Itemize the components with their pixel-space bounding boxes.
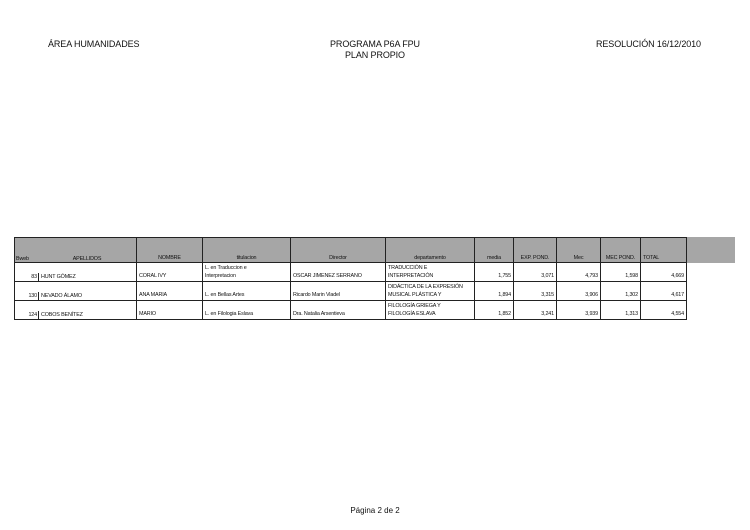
table-row [15, 282, 687, 301]
cell-bweb-apellidos [15, 282, 137, 301]
titulacion-line-2: Interpretacion [205, 273, 236, 279]
cell-director: Ricardo Marin Viadel [291, 282, 386, 301]
col-mec-pond: MEC POND. [601, 238, 641, 263]
cell-bweb: 130 [15, 292, 39, 300]
cell-total: 4,554 [641, 301, 687, 320]
col-media: media [475, 238, 514, 263]
cell-total: 4,617 [641, 282, 687, 301]
col-exp-pond: EXP. POND. [514, 238, 557, 263]
cell-mec-pond: 1,598 [601, 263, 641, 282]
titulacion-line-2: L. en Bellas Artes [205, 292, 245, 298]
cell-exp-pond: 3,315 [514, 282, 557, 301]
departamento-line-2: MUSICAL PLÁSTICA Y [388, 292, 442, 298]
col-departamento: departamento [386, 238, 475, 263]
col-director: Director [291, 238, 386, 263]
cell-apellidos: HUNT GÓMEZ [41, 274, 76, 280]
departamento-line-1: DIDÁCTICA DE LA EXPRESIÓN [388, 284, 463, 290]
cell-director: Dra. Natalia Arsentieva [291, 301, 386, 320]
cell-exp-pond: 3,241 [514, 301, 557, 320]
program-line-2: PLAN PROPIO [345, 50, 405, 60]
departamento-line-2: INTERPRETACIÓN [388, 273, 434, 279]
cell-titulacion [203, 282, 291, 301]
cell-bweb-apellidos [15, 301, 137, 320]
cell-media: 1,894 [475, 282, 514, 301]
col-nombre: NOMBRE [137, 238, 203, 263]
cell-departamento [386, 282, 475, 301]
departamento-line-2: FILOLOGÍA ESLAVA [388, 311, 436, 317]
area-title: ÁREA HUMANIDADES [48, 39, 140, 49]
col-titulacion: titulacion [203, 238, 291, 263]
departamento-line-1: FILOLOGÍA GRIEGA Y [388, 303, 441, 309]
cell-nombre: ANA MARIA [137, 282, 203, 301]
cell-mec: 3,939 [557, 301, 601, 320]
results-table [14, 237, 687, 320]
program-line-1: PROGRAMA P6A FPU [330, 39, 420, 49]
col-apellidos: APELLIDOS [72, 256, 102, 262]
table-row [15, 263, 687, 282]
cell-mec-pond: 1,313 [601, 301, 641, 320]
table-header-row [15, 238, 687, 263]
cell-media: 1,852 [475, 301, 514, 320]
cell-titulacion [203, 301, 291, 320]
cell-bweb: 83 [15, 273, 39, 281]
table-row [15, 301, 687, 320]
cell-departamento [386, 301, 475, 320]
cell-exp-pond: 3,071 [514, 263, 557, 282]
cell-apellidos: NEVADO ÁLAMO [41, 293, 82, 299]
cell-nombre: CORAL IVY [137, 263, 203, 282]
cell-apellidos: COBOS BENÍTEZ [41, 312, 83, 318]
cell-total: 4,669 [641, 263, 687, 282]
cell-director: OSCAR JIMENEZ SERRANO [291, 263, 386, 282]
col-bweb-apellidos [15, 238, 137, 263]
cell-mec-pond: 1,302 [601, 282, 641, 301]
cell-media: 1,755 [475, 263, 514, 282]
cell-bweb-apellidos [15, 263, 137, 282]
header-extra-shade [686, 237, 735, 263]
col-bweb: Bweb [16, 256, 29, 262]
titulacion-line-1: L. en Traduccion e [205, 265, 247, 271]
resolution-date: RESOLUCIÓN 16/12/2010 [596, 39, 701, 49]
cell-mec: 4,793 [557, 263, 601, 282]
cell-mec: 3,906 [557, 282, 601, 301]
departamento-line-1: TRADUCCIÓN E [388, 265, 428, 271]
titulacion-line-2: L. en Filologia Eslava [205, 311, 253, 317]
cell-departamento [386, 263, 475, 282]
page-number: Página 2 de 2 [350, 506, 400, 515]
cell-nombre: MARIO [137, 301, 203, 320]
cell-bweb: 124 [15, 311, 39, 319]
col-mec: Mec [557, 238, 601, 263]
cell-titulacion [203, 263, 291, 282]
col-total: TOTAL [641, 238, 687, 263]
program-title [300, 39, 450, 61]
